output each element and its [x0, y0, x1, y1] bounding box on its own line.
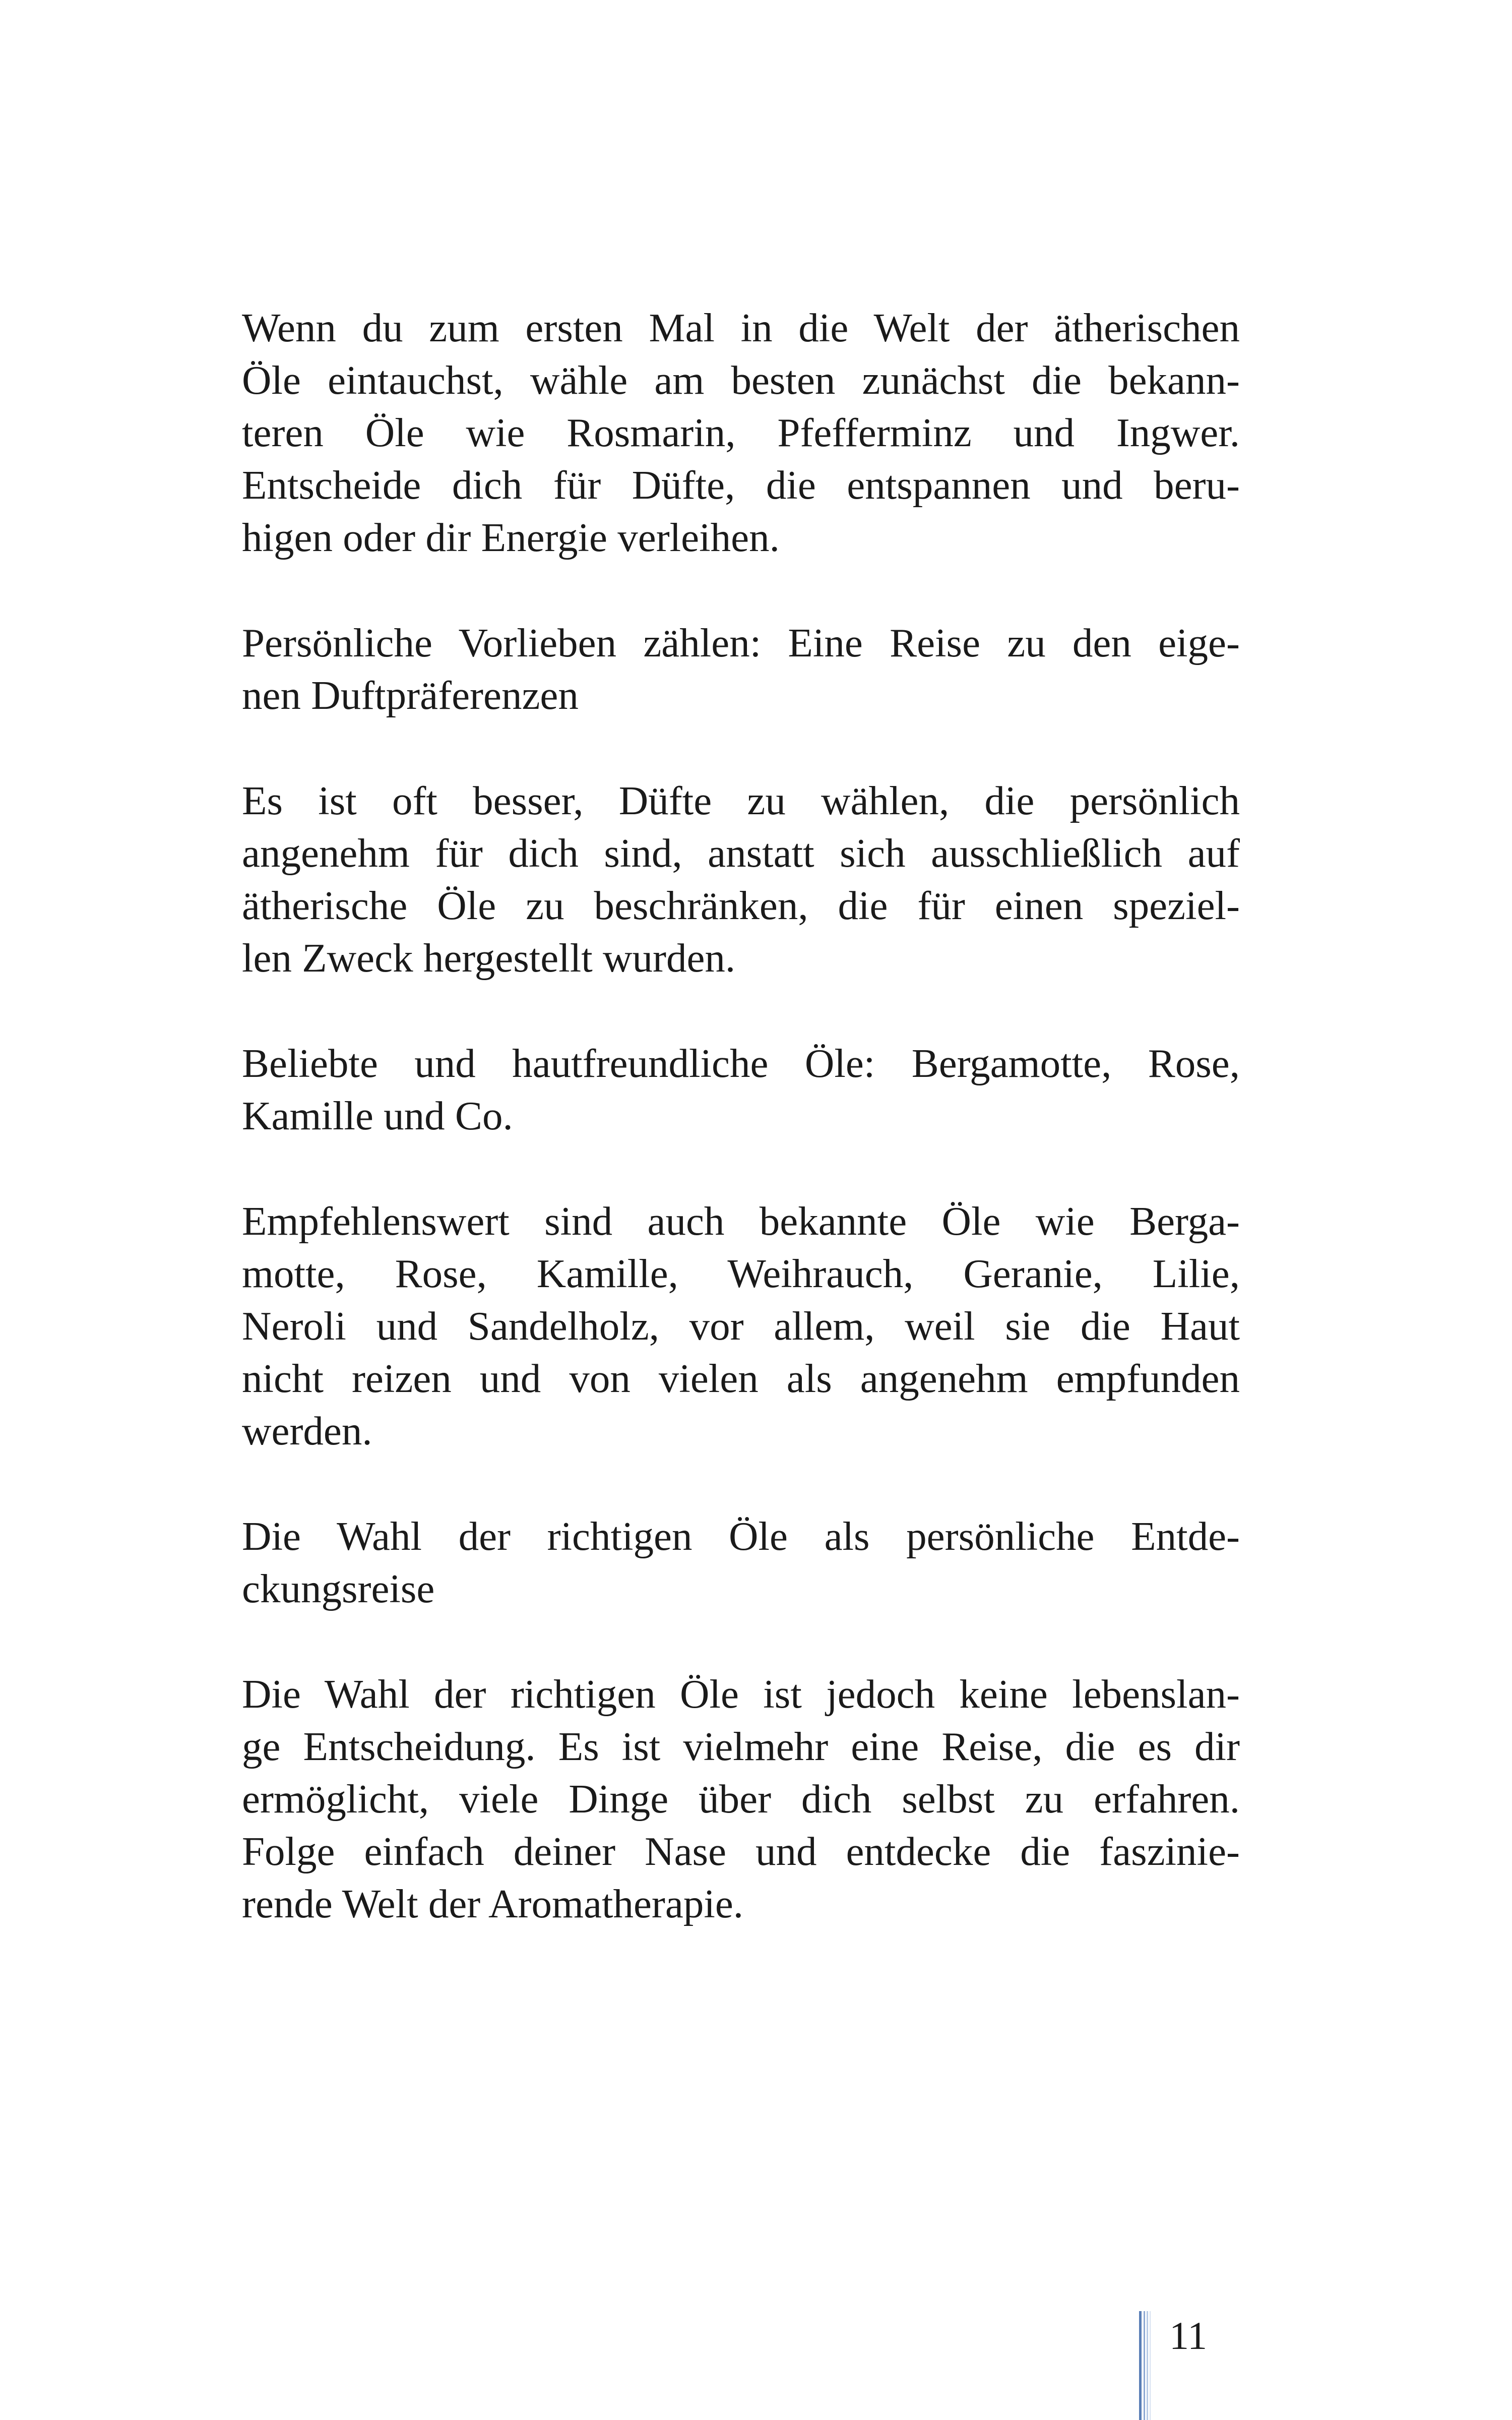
text-line: higen oder dir Energie verleihen. [242, 515, 780, 560]
text-line: Kamille und Co. [242, 1093, 513, 1138]
text-line: ckungsreise [242, 1566, 435, 1611]
decorative-rule [1150, 2311, 1151, 2420]
text-line: Folge einfach deiner Nase und entdecke die faszinie- [242, 1829, 1240, 1874]
text-line: motte, Rose, Kamille, Weihrauch, Geranie, Lilie, [242, 1251, 1240, 1296]
text-line: Öle eintauchst, wähle am besten zunächst die bekann- [242, 357, 1240, 403]
section-heading-discovery [242, 1510, 1240, 1615]
text-line: len Zweck hergestellt wurden. [242, 935, 736, 981]
body-text [242, 301, 1240, 1983]
decorative-rule [1139, 2311, 1142, 2420]
text-line: nen Duftpräferenzen [242, 673, 579, 718]
text-line: ge Entscheidung. Es ist vielmehr eine Reise, die es dir [242, 1724, 1240, 1769]
text-line: nicht reizen und von vielen als angenehm empfunden [242, 1356, 1240, 1401]
text-line: Die Wahl der richtigen Öle als persönliche Entde- [242, 1514, 1240, 1559]
page-number: 11 [1169, 2314, 1208, 2357]
text-line: angenehm für dich sind, anstatt sich ausschließlich auf [242, 830, 1240, 876]
text-line: Es ist oft besser, Düfte zu wählen, die persönlich [242, 778, 1240, 823]
text-line: ermöglicht, viele Dinge über dich selbst zu erfahren. [242, 1776, 1240, 1822]
text-line: Beliebte und hautfreundliche Öle: Bergamotte, Rose, [242, 1041, 1240, 1086]
text-line: Persönliche Vorlieben zählen: Eine Reise zu den eige- [242, 620, 1240, 666]
text-line: rende Welt der Aromatherapie. [242, 1881, 744, 1926]
text-line: Wenn du zum ersten Mal in die Welt der ätherischen [242, 305, 1240, 350]
text-line: Empfehlenswert sind auch bekannte Öle wie Berga- [242, 1198, 1240, 1244]
paragraph-discovery [242, 1668, 1240, 1930]
text-line: Neroli und Sandelholz, vor allem, weil sie die Haut [242, 1303, 1240, 1349]
section-heading-preferences [242, 617, 1240, 721]
text-line: Die Wahl der richtigen Öle ist jedoch keine lebenslan- [242, 1671, 1240, 1717]
text-line: teren Öle wie Rosmarin, Pfefferminz und Ingwer. [242, 410, 1240, 455]
paragraph-recommended-oils [242, 1195, 1240, 1457]
text-line: ätherische Öle zu beschränken, die für einen speziel- [242, 883, 1240, 928]
text-line: Entscheide dich für Düfte, die entspannen und beru- [242, 462, 1240, 508]
text-line: werden. [242, 1408, 372, 1454]
section-heading-skin-friendly-oils [242, 1037, 1240, 1142]
decorative-rule [1144, 2311, 1145, 2420]
paragraph-preferences [242, 774, 1240, 984]
paragraph-intro [242, 301, 1240, 564]
decorative-rule [1147, 2311, 1148, 2420]
page-footer [1139, 2311, 1240, 2420]
